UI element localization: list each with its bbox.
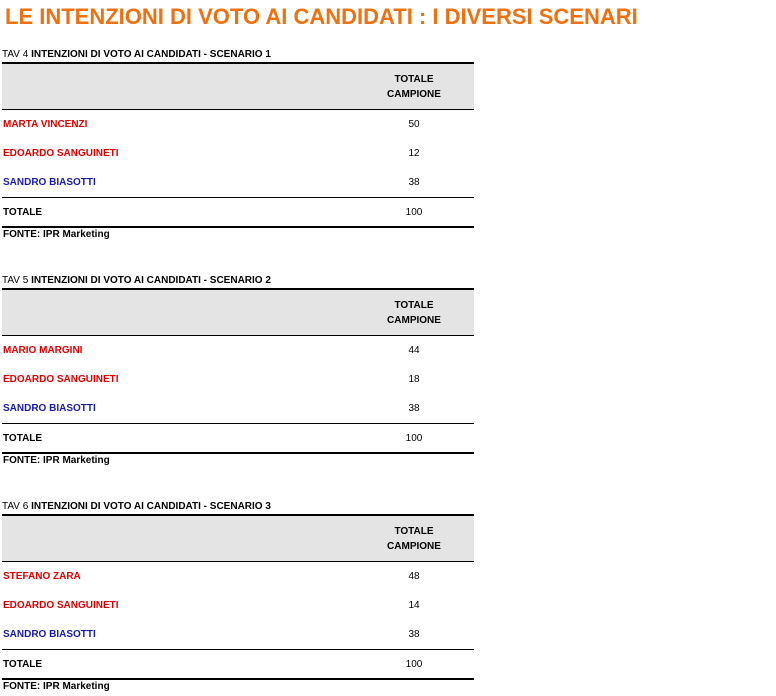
total-value: 100 xyxy=(354,424,474,454)
results-table xyxy=(2,514,474,680)
candidate-value: 18 xyxy=(408,374,420,385)
header-label-line1: TOTALE xyxy=(394,73,434,85)
candidate-name: EDOARDO SANGUINETI xyxy=(3,148,119,159)
tav-5 xyxy=(2,274,474,468)
candidate-name: EDOARDO SANGUINETI xyxy=(3,374,119,385)
header-blank-cell xyxy=(2,289,354,336)
source-note: FONTE: IPR Marketing xyxy=(3,229,110,240)
total-row xyxy=(2,650,474,680)
header-cell xyxy=(354,289,474,336)
table-title: INTENZIONI DI VOTO AI CANDIDATI - SCENARIO 3 xyxy=(31,501,271,512)
table-row xyxy=(2,591,474,620)
candidate-value: 48 xyxy=(408,571,420,582)
table-row xyxy=(2,620,474,650)
total-row xyxy=(2,424,474,454)
table-row xyxy=(2,562,474,592)
header-label-line1: TOTALE xyxy=(394,299,434,311)
source-note: FONTE: IPR Marketing xyxy=(3,681,110,692)
candidate-value: 14 xyxy=(408,600,420,611)
tav-6 xyxy=(2,500,474,694)
table-row xyxy=(2,394,474,424)
candidate-name: STEFANO ZARA xyxy=(3,571,81,582)
table-row xyxy=(2,110,474,140)
candidate-name: EDOARDO SANGUINETI xyxy=(3,600,119,611)
candidate-value: 50 xyxy=(408,119,420,130)
table-number: TAV 4 xyxy=(2,49,29,60)
total-label: TOTALE xyxy=(2,198,354,228)
table-caption xyxy=(2,274,474,288)
table-row xyxy=(2,168,474,198)
table-row xyxy=(2,365,474,394)
candidate-value: 44 xyxy=(408,345,420,356)
candidate-name: SANDRO BIASOTTI xyxy=(3,177,96,188)
candidate-value: 38 xyxy=(408,629,420,640)
results-table xyxy=(2,288,474,454)
table-row xyxy=(2,336,474,366)
table-row xyxy=(2,139,474,168)
total-value: 100 xyxy=(354,650,474,680)
total-row xyxy=(2,198,474,228)
header-label-line2: CAMPIONE xyxy=(387,88,441,100)
candidate-name: MARIO MARGINI xyxy=(3,345,83,356)
header-label-line2: CAMPIONE xyxy=(387,314,441,326)
total-value: 100 xyxy=(354,198,474,228)
total-label: TOTALE xyxy=(2,650,354,680)
table-caption xyxy=(2,48,474,62)
header-blank-cell xyxy=(2,63,354,110)
header-blank-cell xyxy=(2,515,354,562)
candidate-name: MARTA VINCENZI xyxy=(3,119,88,130)
source-note: FONTE: IPR Marketing xyxy=(3,455,110,466)
header-label-line2: CAMPIONE xyxy=(387,540,441,552)
candidate-name: SANDRO BIASOTTI xyxy=(3,403,96,414)
table-header-row xyxy=(2,63,474,110)
header-cell xyxy=(354,515,474,562)
candidate-value: 38 xyxy=(408,403,420,414)
table-title: INTENZIONI DI VOTO AI CANDIDATI - SCENARIO 1 xyxy=(31,49,271,60)
candidate-value: 38 xyxy=(408,177,420,188)
candidate-name: SANDRO BIASOTTI xyxy=(3,629,96,640)
page-title: LE INTENZIONI DI VOTO AI CANDIDATI : I DIVERSI SCENARI xyxy=(5,4,638,29)
table-number: TAV 6 xyxy=(2,501,29,512)
header-label-line1: TOTALE xyxy=(394,525,434,537)
table-number: TAV 5 xyxy=(2,275,29,286)
table-title: INTENZIONI DI VOTO AI CANDIDATI - SCENARIO 2 xyxy=(31,275,271,286)
total-label: TOTALE xyxy=(2,424,354,454)
table-caption xyxy=(2,500,474,514)
header-cell xyxy=(354,63,474,110)
table-header-row xyxy=(2,289,474,336)
candidate-value: 12 xyxy=(408,148,420,159)
table-header-row xyxy=(2,515,474,562)
tav-4 xyxy=(2,48,474,242)
results-table xyxy=(2,62,474,228)
